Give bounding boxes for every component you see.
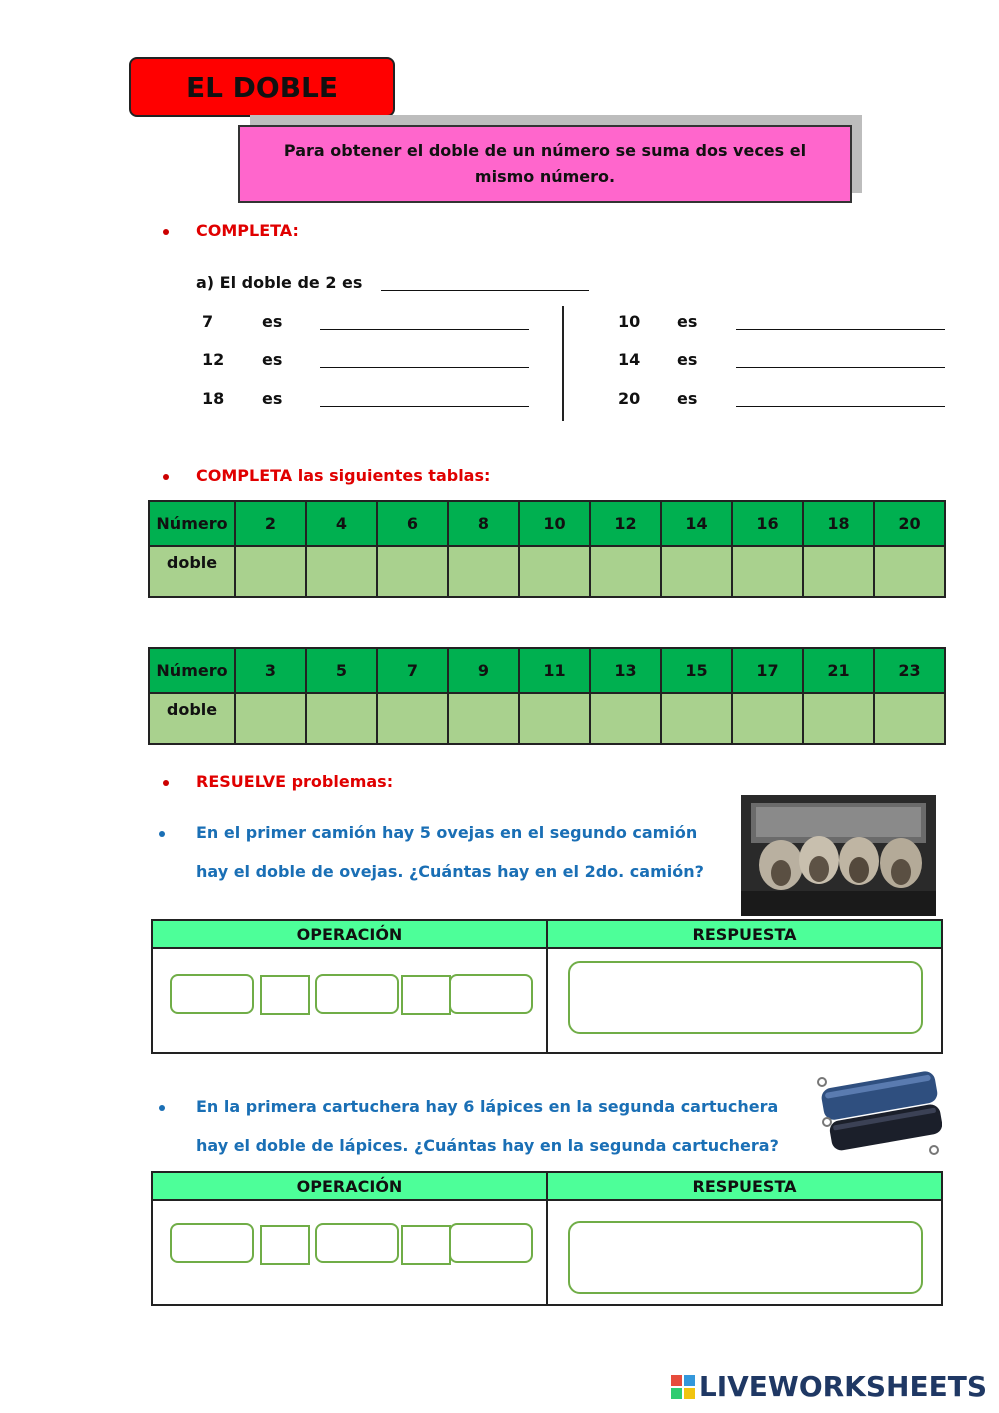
number-cell: 2 <box>235 501 306 546</box>
operator-input-2[interactable] <box>401 1225 451 1265</box>
answer-cell[interactable] <box>803 693 874 744</box>
answer-cell[interactable] <box>732 693 803 744</box>
bullet-icon <box>163 229 169 235</box>
answer-cell[interactable] <box>235 546 306 597</box>
row-label-numero: Número <box>149 648 235 693</box>
number-cell: 23 <box>874 648 945 693</box>
number-cell: 7 <box>377 648 448 693</box>
left-num-1: 7 <box>202 312 214 331</box>
number-cell: 4 <box>306 501 377 546</box>
answer-cell[interactable] <box>306 693 377 744</box>
right-num-3: 20 <box>618 389 641 408</box>
respuesta-area <box>547 948 942 1053</box>
operacion-area <box>152 1200 547 1305</box>
row-label-doble: doble <box>149 693 235 744</box>
number-cell: 6 <box>377 501 448 546</box>
result-input[interactable] <box>449 1223 533 1263</box>
definition-text: Para obtener el doble de un número se suma dos veces el mismo número. <box>283 141 807 186</box>
liveworksheets-icon <box>671 1375 695 1399</box>
section-tablas-heading: COMPLETA las siguientes tablas: <box>196 466 491 485</box>
logo-text: LIVEWORKSHEETS <box>698 1370 987 1403</box>
right-answer-line-3[interactable] <box>736 406 945 407</box>
pencil-case-image <box>812 1066 942 1158</box>
answer-cell[interactable] <box>519 693 590 744</box>
operacion-header: OPERACIÓN <box>152 920 547 948</box>
answer-cell[interactable] <box>377 693 448 744</box>
sheep-truck-image <box>741 795 936 916</box>
answer-cell[interactable] <box>235 693 306 744</box>
row-label-numero: Número <box>149 501 235 546</box>
number-cell: 3 <box>235 648 306 693</box>
answer-input[interactable] <box>568 961 923 1034</box>
bullet-icon <box>159 1105 165 1111</box>
left-num-2: 12 <box>202 350 225 369</box>
problem1-table <box>151 919 943 1054</box>
number-cell: 14 <box>661 501 732 546</box>
number-cell: 13 <box>590 648 661 693</box>
problem1-line1: En el primer camión hay 5 ovejas en el segundo camión <box>196 823 698 842</box>
doble-table-1 <box>148 500 946 598</box>
operacion-area <box>152 948 547 1053</box>
right-es-3: es <box>677 389 698 408</box>
bullet-icon <box>163 780 169 786</box>
number-cell: 9 <box>448 648 519 693</box>
bullet-icon <box>159 831 165 837</box>
operator-input-1[interactable] <box>260 975 310 1015</box>
left-es-3: es <box>262 389 283 408</box>
right-answer-line-1[interactable] <box>736 329 945 330</box>
operand-input-1[interactable] <box>170 1223 254 1263</box>
answer-cell[interactable] <box>306 546 377 597</box>
operand-input-2[interactable] <box>315 1223 399 1263</box>
number-cell: 20 <box>874 501 945 546</box>
answer-cell[interactable] <box>590 693 661 744</box>
left-num-3: 18 <box>202 389 225 408</box>
operacion-header: OPERACIÓN <box>152 1172 547 1200</box>
left-answer-line-1[interactable] <box>320 329 529 330</box>
left-es-1: es <box>262 312 283 331</box>
respuesta-header: RESPUESTA <box>547 1172 942 1200</box>
right-num-2: 14 <box>618 350 641 369</box>
problem2-line1: En la primera cartuchera hay 6 lápices en la segunda cartuchera <box>196 1097 779 1116</box>
number-cell: 15 <box>661 648 732 693</box>
liveworksheets-logo <box>671 1370 987 1403</box>
number-cell: 12 <box>590 501 661 546</box>
respuesta-area <box>547 1200 942 1305</box>
answer-cell[interactable] <box>448 693 519 744</box>
problem1-line2: hay el doble de ovejas. ¿Cuántas hay en el 2do. camión? <box>196 862 704 881</box>
right-es-2: es <box>677 350 698 369</box>
number-cell: 21 <box>803 648 874 693</box>
answer-cell[interactable] <box>448 546 519 597</box>
answer-cell[interactable] <box>377 546 448 597</box>
operand-input-1[interactable] <box>170 974 254 1014</box>
operand-input-2[interactable] <box>315 974 399 1014</box>
left-es-2: es <box>262 350 283 369</box>
number-cell: 5 <box>306 648 377 693</box>
answer-cell[interactable] <box>661 546 732 597</box>
answer-cell[interactable] <box>803 546 874 597</box>
doble-table-2 <box>148 647 946 745</box>
operator-input-1[interactable] <box>260 1225 310 1265</box>
answer-cell[interactable] <box>732 546 803 597</box>
bullet-icon <box>163 474 169 480</box>
answer-cell[interactable] <box>874 546 945 597</box>
number-cell: 10 <box>519 501 590 546</box>
problem2-line2: hay el doble de lápices. ¿Cuántas hay en la segunda cartuchera? <box>196 1136 779 1155</box>
operator-input-2[interactable] <box>401 975 451 1015</box>
answer-cell[interactable] <box>519 546 590 597</box>
right-es-1: es <box>677 312 698 331</box>
answer-input[interactable] <box>568 1221 923 1294</box>
answer-cell[interactable] <box>590 546 661 597</box>
page-title: EL DOBLE <box>129 57 395 117</box>
example-answer-line[interactable] <box>381 290 589 291</box>
result-input[interactable] <box>449 974 533 1014</box>
definition-box <box>238 125 852 203</box>
left-answer-line-2[interactable] <box>320 367 529 368</box>
number-cell: 18 <box>803 501 874 546</box>
number-cell: 11 <box>519 648 590 693</box>
right-answer-line-2[interactable] <box>736 367 945 368</box>
row-label-doble: doble <box>149 546 235 597</box>
answer-cell[interactable] <box>874 693 945 744</box>
number-cell: 17 <box>732 648 803 693</box>
problem2-table <box>151 1171 943 1306</box>
section-completa-heading: COMPLETA: <box>196 221 299 240</box>
example-text: a) El doble de 2 es <box>196 273 363 292</box>
right-num-1: 10 <box>618 312 641 331</box>
respuesta-header: RESPUESTA <box>547 920 942 948</box>
left-answer-line-3[interactable] <box>320 406 529 407</box>
answer-cell[interactable] <box>661 693 732 744</box>
column-divider <box>562 306 564 421</box>
number-cell: 8 <box>448 501 519 546</box>
number-cell: 16 <box>732 501 803 546</box>
section-problemas-heading: RESUELVE problemas: <box>196 772 394 791</box>
